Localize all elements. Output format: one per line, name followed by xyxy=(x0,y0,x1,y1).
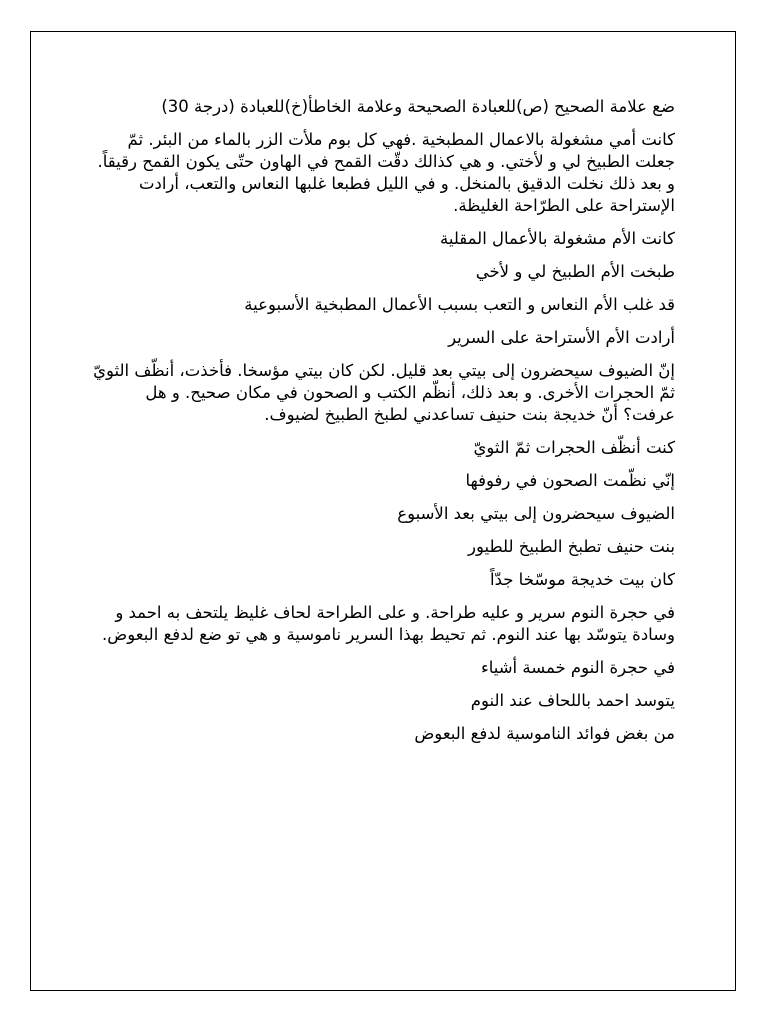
statement-3-2: يتوسد احمد باللحاف عند النوم xyxy=(470,691,675,710)
statement-2-3: الضيوف سيحضرون إلى بيتي بعد الأسبوع xyxy=(397,504,675,523)
statement-2-1: كنت أنظّف الحجرات ثمّ الثويّ xyxy=(473,438,675,457)
passage-2: إنّ الضيوف سيحضرون إلى بيتي بعد قليل. لكن كان بيتي مؤسخا. فأخذت، أنظّف الثويّ ثمّ الحجرات الأخرى. و بعد ذلك، أنظّم الكتب و الصحون في مكان صحيح. و هل عرفت؟ أنّ خديجة بنت حنيف تساعدني لطبخ الطبيخ لضيوف. xyxy=(93,361,675,424)
statement-1-2: طبخت الأم الطبيخ لي و لأخي xyxy=(475,262,675,281)
statement-2-5: كان بيت خديجة موسّخا جدّاً xyxy=(489,570,675,589)
statement-2-4: بنت حنيف تطبخ الطبيخ للطيور xyxy=(468,537,675,556)
statement-1-4: أرادت الأم الأستراحة على السرير xyxy=(448,328,675,347)
statement-2-2: إنّي نظّمت الصحون في رفوفها xyxy=(465,471,675,490)
document-page xyxy=(30,31,736,991)
statement-3-1: في حجرة النوم خمسة أشياء xyxy=(480,658,675,677)
statement-1-3: قد غلب الأم النعاس و التعب بسبب الأعمال المطبخية الأسبوعية xyxy=(244,295,675,314)
instruction-text: ضع علامة الصحيح (ص)للعبادة الصحيحة وعلامة الخاطأ(خ)للعبادة (درجة 30) xyxy=(161,97,675,116)
document-content xyxy=(93,96,675,756)
statement-1-1: كانت الأم مشغولة بالأعمال المقلية xyxy=(440,229,675,248)
statement-3-3: من بغض فوائد الناموسية لدفع البعوض xyxy=(414,724,675,743)
passage-3: في حجرة النوم سرير و عليه طراحة. و على الطراحة لحاف غليظ يلتحف به احمد و وسادة يتوسّد بها عند النوم. ثم تحيط بهذا السرير ناموسية و هي تو ضع لدفع البعوض. xyxy=(102,603,675,644)
passage-1: كانت أمي مشغولة بالاعمال المطبخية .فهي كل بوم ملأت الزر بالماء من البئر. ثمّ جعلت الطبيخ لي و لأختي. و هي كذالك دقّت القمح في الهاون حتّى يكون القمح رقيقاً. و بعد ذلك نخلت الدقيق بالمنخل. و في الليل فطبعا غلبها النعاس والتعب، أرادت الإستراحة على الطرّاحة الغليظة. xyxy=(97,130,675,215)
